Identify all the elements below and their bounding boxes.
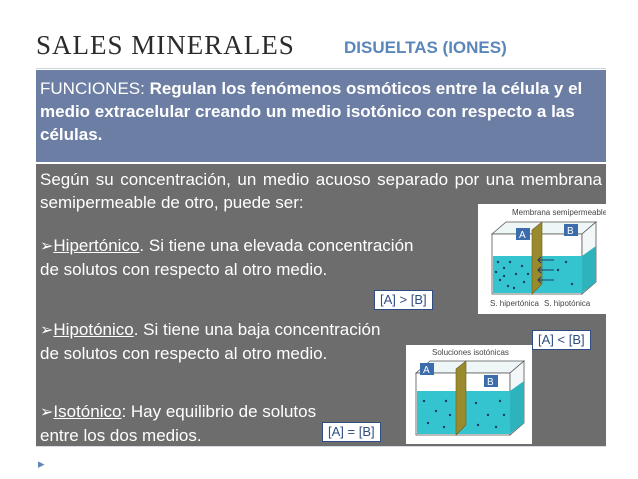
funciones-label: FUNCIONES: xyxy=(40,79,145,98)
diagram2-label-b: B xyxy=(487,377,494,388)
diagram2-label-a: A xyxy=(423,365,430,376)
formula-isotonic: [A] = [B] xyxy=(322,422,381,442)
slide-subtitle: DISUELTAS (IONES) xyxy=(344,38,507,57)
arrow-bullet-icon: ➢ xyxy=(40,238,54,255)
term-isotonico: Isotónico xyxy=(53,402,122,421)
bottom-divider xyxy=(36,446,606,447)
content-panel xyxy=(36,164,606,446)
item-hypotonic-line2: de solutos con respecto al otro medio. xyxy=(40,344,328,363)
diagram1-label-b: B xyxy=(567,226,574,237)
item-hypertonic xyxy=(40,234,500,281)
title-divider xyxy=(36,68,606,69)
item-hypertonic-line2: de solutos con respecto al otro medio. xyxy=(40,260,328,279)
item-isotonic-line1: : Hay equilibrio de solutos xyxy=(121,402,317,421)
intro-text: Según su concentración, un medio acuoso separado por una membrana semipermeable de otro, puede ser: xyxy=(40,170,602,212)
slide-title: SALES MINERALES xyxy=(36,30,295,60)
diagram1-label-a: A xyxy=(519,230,526,241)
arrow-bullet-icon: ➢ xyxy=(40,322,54,339)
diagram1-hypotonic-label: S. hipotónica xyxy=(544,299,591,308)
funciones-band xyxy=(36,70,606,162)
item-hypotonic xyxy=(40,318,480,365)
diagram1-caption: Membrana semipermeable xyxy=(512,208,606,217)
item-hypotonic-line1: . Si tiene una baja concentración xyxy=(133,320,381,339)
term-hipotonico: Hipotónico xyxy=(53,320,134,339)
diagram2-caption: Soluciones isotónicas xyxy=(432,348,509,357)
item-isotonic-line2: entre los dos medios. xyxy=(40,426,202,445)
formula-hypotonic: [A] < [B] xyxy=(532,330,591,350)
diagram1-hypertonic-label: S. hipertónica xyxy=(490,299,539,308)
triangle-right-icon: ▸ xyxy=(38,456,45,471)
formula-hypertonic: [A] > [B] xyxy=(374,290,433,310)
item-hypertonic-line1: . Si tiene una elevada concentración xyxy=(139,236,414,255)
funciones-text xyxy=(40,77,600,146)
term-hipertonico: Hipertónico xyxy=(53,236,140,255)
arrow-bullet-icon: ➢ xyxy=(40,404,54,421)
funciones-description: Regulan los fenómenos osmóticos entre la célula y el medio extracelular creando un medio isotónico con respecto a las células. xyxy=(40,79,583,144)
